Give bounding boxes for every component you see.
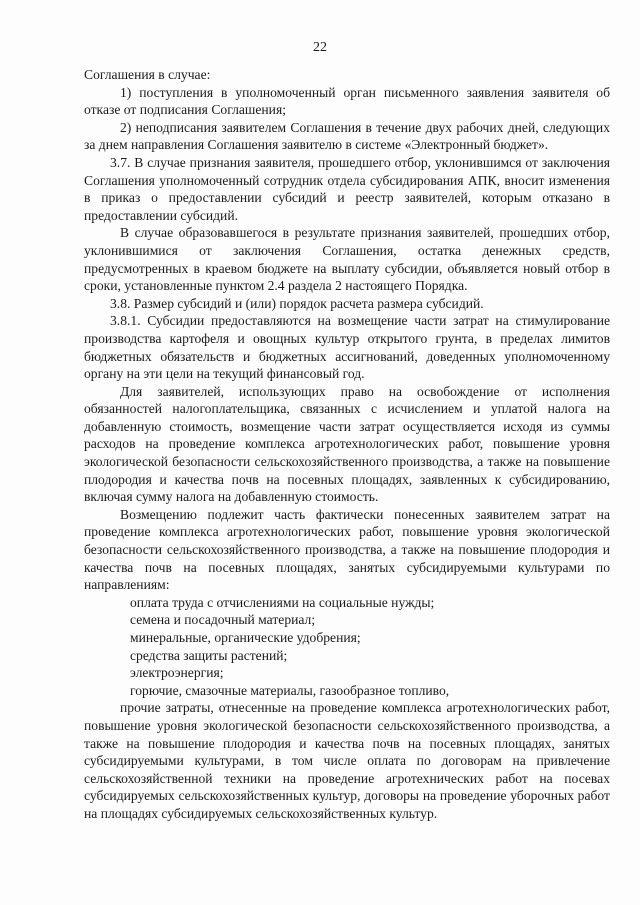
page-number: 22 [313,40,327,55]
list-item: горючие, смазочные материалы, газообразное топливо, [130,682,450,698]
paragraph-agreement-cases: Соглашения в случае: [84,67,211,82]
paragraph-other-expenses: прочие затраты, отнесенные на проведение комплекса агротехнологических работ, повышение уровня экологической безопасности сельскохозяйственного производства, а также на повышение плодородия и качества почв на посевных площадях, занятых субсидируемыми культурами, в том числе оплата по договорам на привлечение сельскохозяйственной техники на проведение агротехнических работ на посевах субсидируемых сельскохозяйственных культур, договоры на проведение уборочных работ на площадях субсидируемых сельскохозяйственных культур. [84,700,610,821]
list-item: средства защиты растений; [130,647,288,663]
list-item: семена и посадочный материал; [130,612,316,628]
paragraph-vat-exempt: Для заявителей, использующих право на освобождение от исполнения обязанностей налогоплательщика, связанных с исчислением и уплатой налога на добавленную стоимость, возмещение части затрат осуществляется исходя из суммы расходов на проведение комплекса агротехнологических работ, повышение уровня экологической безопасности сельскохозяйственного производства, а также на повышение плодородия и качества почв на посевных площадях, заявленных к субсидированию, включая сумму налога на добавленную стоимость. [84,383,610,505]
list-item: минеральные, органические удобрения; [130,630,361,645]
paragraph-3-8-heading: 3.8. Размер субсидий и (или) порядок расчета размера субсидий. [110,295,484,311]
list-item: оплата труда с отчислениями на социальные нужды; [130,594,435,610]
paragraph-case-2: 2) неподписания заявителем Соглашения в течение двух рабочих дней, следующих за днем направления Соглашения заявителю в системе «Электронный бюджет». [84,119,610,153]
paragraph-3-8-1: 3.8.1. Субсидии предоставляются на возмещение части затрат на стимулирование производства картофеля и овощных культур открытого грунта, в пределах лимитов бюджетных обязательств и бюджетных ассигнований, доведенных уполномоченному органу на эти цели на текущий финансовый год. [84,313,610,382]
paragraph-new-selection: В случае образовавшегося в результате признания заявителей, прошедших отбор, уклонившимися от заключения Соглашения, остатка денежных средств, предусмотренных в краевом бюджете на выплату субсидии, объявляется новый отбор в сроки, установленные пунктом 2.4 раздела 2 настоящего Порядка. [84,225,610,294]
document-body [84,66,610,823]
paragraph-3-7: 3.7. В случае признания заявителя, прошедшего отбор, уклонившимся от заключения Соглашения уполномоченный сотрудник отдела субсидирования АПК, вносит изменения в приказ о предоставлении субсидий и реестр заявителей, которым отказано в предоставлении субсидий. [84,154,610,223]
paragraph-reimbursement: Возмещению подлежит часть фактически понесенных заявителем затрат на проведение комплекса агротехнологических работ, повышение уровня экологической безопасности сельскохозяйственного производства, а также на повышение плодородия и качества почв на посевных площадях, занятых субсидируемыми культурами по направлениям: [84,506,610,593]
list-item: электроэнергия; [130,665,224,681]
paragraph-case-1: 1) поступления в уполномоченный орган письменного заявления заявителя об отказе от подписания Соглашения; [84,84,610,118]
